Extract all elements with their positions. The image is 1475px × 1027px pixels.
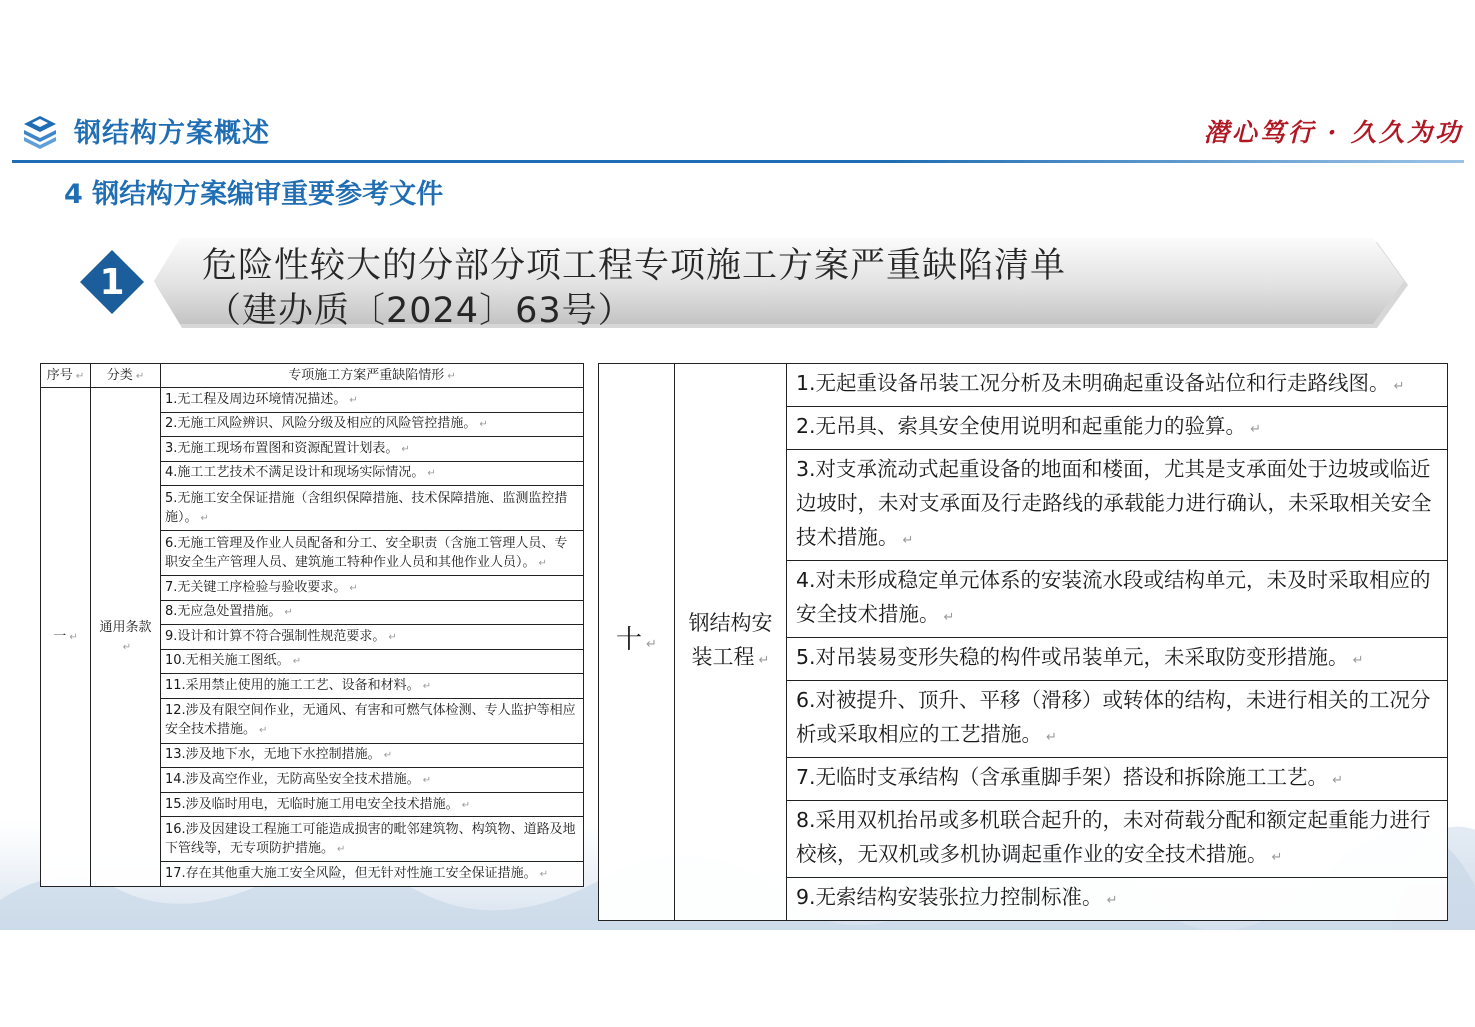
banner-subtitle: （建办质〔2024〕63号） xyxy=(206,291,634,331)
stacked-layers-logo-icon xyxy=(20,110,60,150)
section-title: 4 钢结构方案编审重要参考文件 xyxy=(64,179,444,210)
defect-item: 7.无关键工序检验与验收要求。 ↵ xyxy=(161,576,584,601)
defect-item: 17.存在其他重大施工安全风险，但无针对性施工安全保证措施。 ↵ xyxy=(161,862,584,887)
defect-item: 9.设计和计算不符合强制性规范要求。 ↵ xyxy=(161,625,584,650)
defect-item: 3.无施工现场布置图和资源配置计划表。 ↵ xyxy=(161,437,584,462)
defect-item: 14.涉及高空作业，无防高坠安全技术措施。 ↵ xyxy=(161,768,584,793)
table-header-row xyxy=(41,364,584,388)
defect-item: 15.涉及临时用电，无临时施工用电安全技术措施。 ↵ xyxy=(161,792,584,817)
seq-cell: 十 ↵ xyxy=(599,364,675,921)
defect-item: 6.对被提升、顶升、平移（滑移）或转体的结构，未进行相关的工况分析或采取相应的工艺措施。 ↵ xyxy=(787,681,1448,758)
defect-item: 3.对支承流动式起重设备的地面和楼面，尤其是支承面处于边坡或临近边坡时，未对支承面及行走路线的承载能力进行确认，未采取相关安全技术措施。 ↵ xyxy=(787,450,1448,561)
defect-item: 10.无相关施工图纸。 ↵ xyxy=(161,649,584,674)
defect-item: 2.无吊具、索具安全使用说明和起重能力的验算。 ↵ xyxy=(787,407,1448,450)
header-title: 钢结构方案概述 xyxy=(74,118,270,149)
motto-slogan: 潜心笃行 · 久久为功 xyxy=(1203,118,1463,147)
defect-item: 6.无施工管理及作业人员配备和分工、安全职责（含施工管理人员、专职安全生产管理人员、建筑施工特种作业人员和其他作业人员）。 ↵ xyxy=(161,531,584,576)
table-row xyxy=(41,388,584,413)
general-defects-table xyxy=(40,363,584,887)
defect-item: 8.采用双机抬吊或多机联合起升的，未对荷载分配和额定起重能力进行校核，无双机或多机协调起重作业的安全技术措施。 ↵ xyxy=(787,801,1448,878)
defect-item: 1.无工程及周边环境情况描述。 ↵ xyxy=(161,388,584,413)
defect-item: 4.施工工艺技术不满足设计和现场实际情况。 ↵ xyxy=(161,461,584,486)
defect-item: 4.对未形成稳定单元体系的安装流水段或结构单元，未及时采取相应的安全技术措施。 ↵ xyxy=(787,561,1448,638)
seq-cell: 一 ↵ xyxy=(41,388,91,887)
defect-item: 13.涉及地下水，无地下水控制措施。 ↵ xyxy=(161,743,584,768)
header-divider xyxy=(12,160,1464,163)
defect-item: 12.涉及有限空间作业，无通风、有害和可燃气体检测、专人监护等相应安全技术措施。 ↵ xyxy=(161,698,584,743)
defect-item: 2.无施工风险辨识、风险分级及相应的风险管控措施。 ↵ xyxy=(161,412,584,437)
defect-item: 5.无施工安全保证措施（含组织保障措施、技术保障措施、监测监控措施）。 ↵ xyxy=(161,486,584,531)
steel-structure-defects-table xyxy=(598,363,1448,921)
defect-item: 7.无临时支承结构（含承重脚手架）搭设和拆除施工工艺。 ↵ xyxy=(787,758,1448,801)
banner-number: 1 xyxy=(99,261,125,303)
defect-item: 16.涉及因建设工程施工可能造成损害的毗邻建筑物、构筑物、道路及地下管线等，无专项防护措施。 ↵ xyxy=(161,817,584,862)
category-cell: 钢结构安装工程 ↵ xyxy=(675,364,787,921)
header-seq: 序号 ↵ xyxy=(41,364,91,388)
defect-item: 9.无索结构安装张拉力控制标准。 ↵ xyxy=(787,878,1448,921)
defect-item: 11.采用禁止使用的施工工艺、设备和材料。 ↵ xyxy=(161,674,584,699)
defect-item: 8.无应急处置措施。 ↵ xyxy=(161,600,584,625)
defect-item: 5.对吊装易变形失稳的构件或吊装单元，未采取防变形措施。 ↵ xyxy=(787,638,1448,681)
category-cell: 通用条款↵ xyxy=(91,388,161,887)
header-defect: 专项施工方案严重缺陷情形 ↵ xyxy=(161,364,584,388)
table-row xyxy=(599,364,1448,407)
banner-title: 危险性较大的分部分项工程专项施工方案严重缺陷清单 xyxy=(202,246,1067,286)
header-category: 分类 ↵ xyxy=(91,364,161,388)
defect-item: 1.无起重设备吊装工况分析及未明确起重设备站位和行走路线图。 ↵ xyxy=(787,364,1448,407)
